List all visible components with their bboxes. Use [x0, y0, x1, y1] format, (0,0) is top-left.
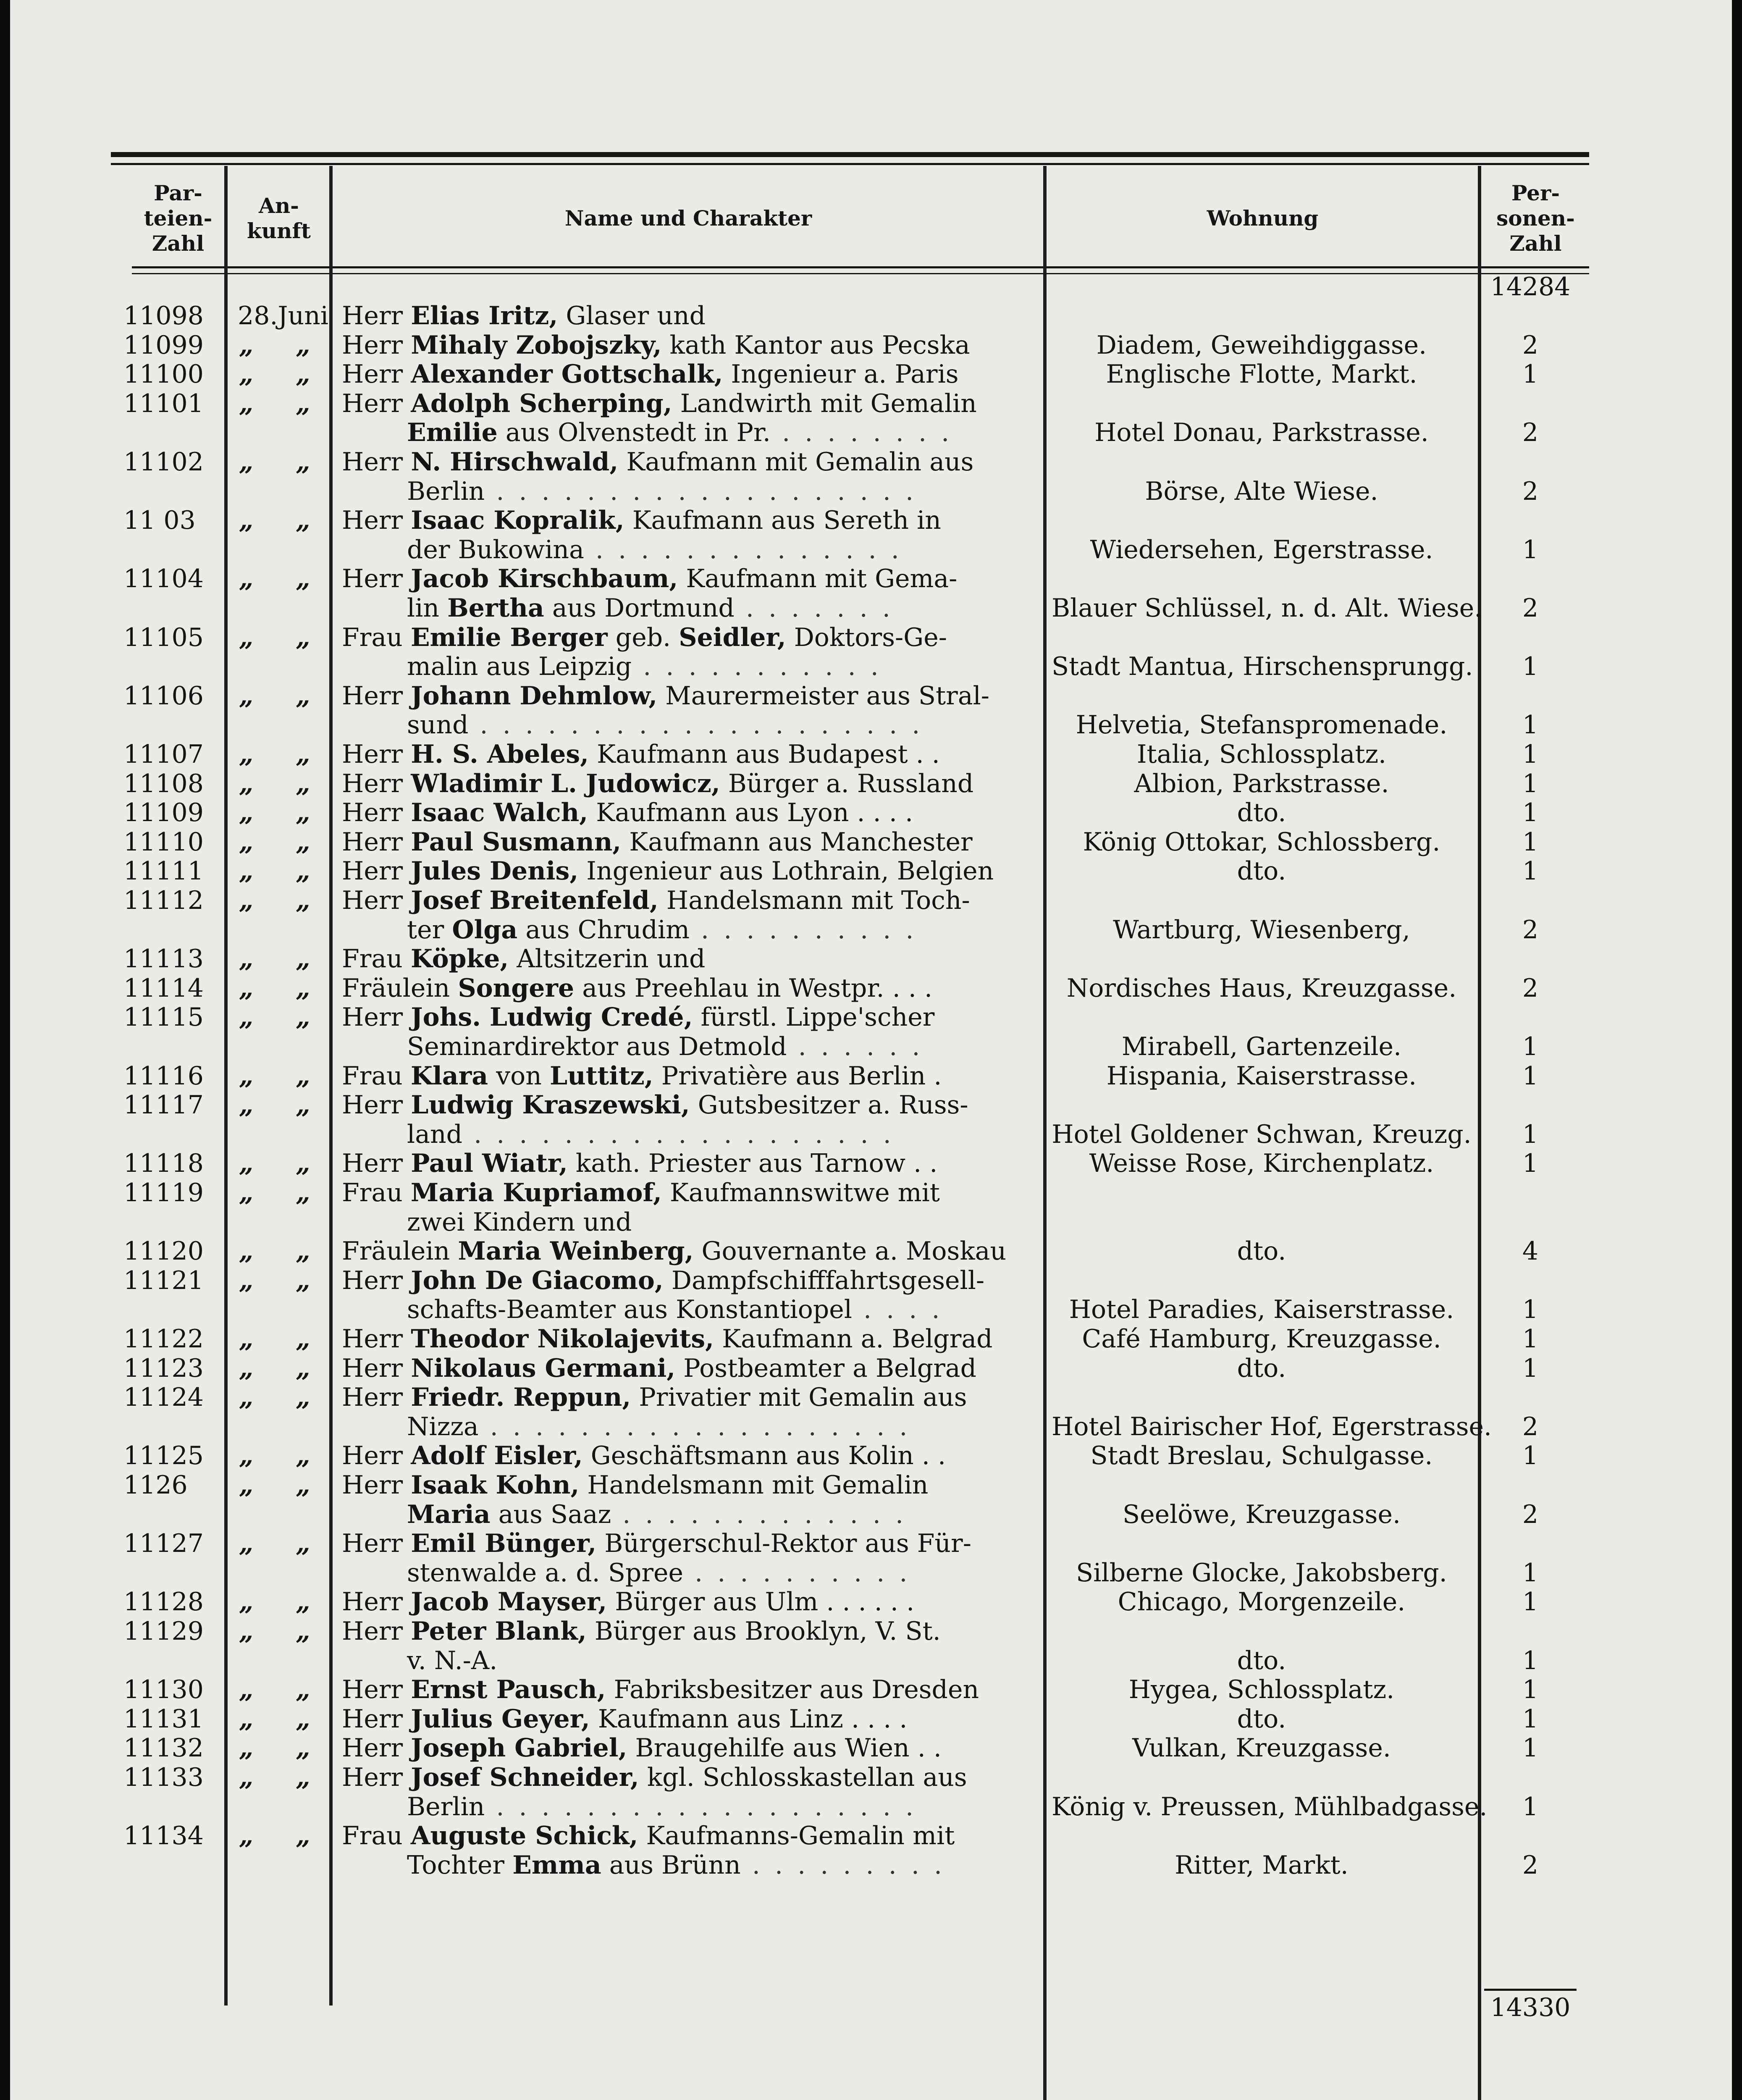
- guest-name-character: Herr Adolf Eisler, Geschäftsmann aus Kolin . .: [342, 1441, 946, 1470]
- party-number: 11115: [123, 1003, 204, 1032]
- lodging: dto.: [1237, 1704, 1286, 1734]
- guest-name-character: Tochter Emma aus Brünn . . . . . . . . .: [407, 1851, 946, 1880]
- guest-name-character: Herr Peter Blank, Bürger aus Brooklyn, V. St.: [342, 1617, 941, 1646]
- lodging: Nordisches Haus, Kreuzgasse.: [1066, 974, 1457, 1003]
- register-row: [10, 389, 1732, 418]
- register-row: [10, 360, 1732, 389]
- party-number: 11131: [123, 1704, 204, 1734]
- party-number: 11112: [123, 886, 204, 915]
- person-count: 1: [1522, 652, 1539, 681]
- person-count: 2: [1522, 418, 1539, 447]
- guest-name-character: Frau Auguste Schick, Kaufmanns-Gemalin mit: [342, 1821, 955, 1851]
- arrival-date: „ „: [239, 506, 327, 535]
- lodging: König Ottokar, Schlossberg.: [1083, 827, 1440, 857]
- guest-name-character: Herr H. S. Abeles, Kaufmann aus Budapest . .: [342, 740, 940, 769]
- lodging: Diadem, Geweihdiggasse.: [1096, 331, 1427, 360]
- guest-name-character: Herr Joseph Gabriel, Braugehilfe aus Wien . .: [342, 1733, 942, 1763]
- register-row: [10, 886, 1732, 915]
- register-row: [10, 740, 1732, 769]
- party-number: 11114: [123, 974, 204, 1003]
- lodging: Seelöwe, Kreuzgasse.: [1122, 1500, 1401, 1529]
- register-line-continuation: [10, 711, 1732, 740]
- guest-name-character: Herr Ludwig Kraszewski, Gutsbesitzer a. Russ-: [342, 1090, 968, 1120]
- lodging: Silberne Glocke, Jakobsberg.: [1076, 1558, 1447, 1588]
- guest-name-character: Herr Isaac Walch, Kaufmann aus Lyon . . . .: [342, 798, 913, 827]
- lodging: dto.: [1237, 1236, 1286, 1266]
- guest-name-character: Herr Isaak Kohn, Handelsmann mit Gemalin: [342, 1470, 929, 1500]
- arrival-date: „ „: [239, 1441, 327, 1470]
- register-line-continuation: [10, 1851, 1732, 1880]
- party-number: 11129: [123, 1617, 204, 1646]
- register-line-continuation: [10, 1120, 1732, 1149]
- guest-name-character: Herr Jacob Mayser, Bürger aus Ulm . . . . . .: [342, 1587, 915, 1617]
- guest-name-character: Herr Mihaly Zobojszky, kath Kantor aus Pecska: [342, 331, 970, 360]
- person-count: 1: [1522, 740, 1539, 769]
- guest-name-character: v. N.-A.: [407, 1646, 498, 1675]
- guest-name-character: der Bukowina . . . . . . . . . . . . . .: [407, 535, 902, 564]
- register-row: [10, 302, 1732, 331]
- guest-name-character: Seminardirektor aus Detmold . . . . . .: [407, 1032, 923, 1061]
- lodging: Stadt Mantua, Hirschensprungg.: [1052, 652, 1473, 681]
- guest-name-character: Emilie aus Olvenstedt in Pr. . . . . . . . .: [407, 418, 953, 447]
- register-row: [10, 1179, 1732, 1208]
- guest-name-character: Herr Emil Bünger, Bürgerschul-Rektor aus Für-: [342, 1529, 971, 1558]
- register-row: [10, 1266, 1732, 1295]
- guest-name-character: Herr Johann Dehmlow, Maurermeister aus Stral-: [342, 681, 990, 711]
- party-number: 11124: [123, 1383, 204, 1412]
- lodging: Hotel Donau, Parkstrasse.: [1094, 418, 1429, 447]
- guest-name-character: Herr Nikolaus Germani, Postbeamter a Belgrad: [342, 1354, 977, 1383]
- lodging: dto.: [1237, 1354, 1286, 1383]
- person-count: 1: [1522, 1295, 1539, 1324]
- guest-name-character: Herr Paul Susmann, Kaufmann aus Manchester: [342, 827, 973, 857]
- person-count: 2: [1522, 1412, 1539, 1441]
- register-row: [10, 1383, 1732, 1412]
- lodging: Englische Flotte, Markt.: [1106, 360, 1417, 389]
- lodging: Helvetia, Stefanspromenade.: [1076, 710, 1448, 740]
- person-count: 1: [1522, 1032, 1539, 1061]
- header-name: Name und Charakter: [564, 206, 812, 231]
- arrival-date: „ „: [239, 360, 327, 389]
- arrival-date: „ „: [239, 1266, 327, 1295]
- lodging: Hygea, Schlossplatz.: [1128, 1675, 1395, 1704]
- party-number: 11109: [123, 798, 204, 827]
- register-row: [10, 1091, 1732, 1120]
- register-line-continuation: [10, 1646, 1732, 1675]
- arrival-date: „ „: [239, 1003, 327, 1032]
- person-count: 2: [1522, 1851, 1539, 1880]
- guest-name-character: malin aus Leipzig . . . . . . . . . . .: [407, 652, 882, 681]
- guest-name-character: Herr Julius Geyer, Kaufmann aus Linz . . . .: [342, 1704, 908, 1734]
- register-line-continuation: [10, 594, 1732, 623]
- guest-name-character: Herr Ernst Pausch, Fabriksbesitzer aus Dresden: [342, 1675, 979, 1704]
- lodging: Börse, Alte Wiese.: [1145, 477, 1378, 506]
- arrival-date: „ „: [239, 389, 327, 418]
- arrival-date: „ „: [239, 564, 327, 593]
- guest-name-character: Herr Jules Denis, Ingenieur aus Lothrain, Belgien: [342, 856, 994, 886]
- arrival-date: „ „: [239, 827, 327, 857]
- person-count: 2: [1522, 1500, 1539, 1529]
- register-row: [10, 1529, 1732, 1558]
- guest-name-character: sund . . . . . . . . . . . . . . . . . . . .: [407, 710, 923, 740]
- register-row: [10, 857, 1732, 886]
- arrival-date: „ „: [239, 1324, 327, 1354]
- arrival-date: „ „: [239, 1236, 327, 1266]
- register-line-continuation: [10, 1793, 1732, 1822]
- party-number: 11111: [123, 856, 204, 886]
- lodging: Albion, Parkstrasse.: [1134, 769, 1389, 798]
- arrival-date: „ „: [239, 856, 327, 886]
- guest-name-character: Herr John De Giacomo, Dampfschifffahrtsgesell-: [342, 1266, 985, 1295]
- lodging: Wiedersehen, Egerstrasse.: [1090, 535, 1433, 564]
- lodging: dto.: [1237, 798, 1286, 827]
- person-count: 2: [1522, 593, 1539, 623]
- register-row: [10, 1441, 1732, 1470]
- guest-name-character: Frau Emilie Berger geb. Seidler, Doktors-Ge-: [342, 623, 947, 652]
- arrival-date: „ „: [239, 331, 327, 360]
- party-number: 11122: [123, 1324, 204, 1354]
- party-number: 11134: [123, 1821, 204, 1851]
- register-row: [10, 828, 1732, 857]
- register-line-continuation: [10, 1500, 1732, 1529]
- register-row: [10, 1588, 1732, 1617]
- party-number: 11116: [123, 1061, 204, 1091]
- carry-forward-total: 14284: [1490, 272, 1571, 302]
- arrival-date: „ „: [239, 1090, 327, 1120]
- guest-name-character: Frau Klara von Luttitz, Privatière aus Berlin .: [342, 1061, 942, 1091]
- guest-name-character: Herr Friedr. Reppun, Privatier mit Gemalin aus: [342, 1383, 967, 1412]
- register-row: [10, 1237, 1732, 1266]
- guest-name-character: Nizza . . . . . . . . . . . . . . . . . . .: [407, 1412, 911, 1441]
- party-number: 11105: [123, 623, 204, 652]
- arrival-date: „ „: [239, 769, 327, 798]
- register-line-continuation: [10, 477, 1732, 506]
- person-count: 2: [1522, 331, 1539, 360]
- arrival-date: „ „: [239, 1354, 327, 1383]
- register-row: [10, 1003, 1732, 1032]
- party-number: 11132: [123, 1733, 204, 1763]
- party-number: 11130: [123, 1675, 204, 1704]
- person-count: 2: [1522, 974, 1539, 1003]
- person-count: 1: [1522, 1441, 1539, 1470]
- guest-name-character: zwei Kindern und: [407, 1208, 632, 1237]
- guest-name-character: stenwalde a. d. Spree . . . . . . . . . .: [407, 1558, 911, 1588]
- person-count: 1: [1522, 798, 1539, 827]
- lodging: Stadt Breslau, Schulgasse.: [1090, 1441, 1433, 1470]
- register-row: [10, 1675, 1732, 1704]
- person-count: 1: [1522, 1587, 1539, 1617]
- register-row: [10, 564, 1732, 593]
- guest-name-character: Fräulein Maria Weinberg, Gouvernante a. Moskau: [342, 1236, 1007, 1266]
- register-row: [10, 1734, 1732, 1763]
- register-row: [10, 331, 1732, 360]
- guest-name-character: Herr Jacob Kirschbaum, Kaufmann mit Gema-: [342, 564, 958, 593]
- party-number: 11106: [123, 681, 204, 711]
- guest-name-character: Herr Johs. Ludwig Credé, fürstl. Lippe'scher: [342, 1003, 935, 1032]
- person-count: 1: [1522, 710, 1539, 740]
- register-rows: [10, 0, 1732, 2100]
- guest-name-character: Herr Adolph Scherping, Landwirth mit Gemalin: [342, 389, 977, 418]
- guest-name-character: Fräulein Songere aus Preehlau in Westpr. . . .: [342, 974, 933, 1003]
- final-total: 14330: [1490, 1993, 1571, 2022]
- register-line-continuation: [10, 1559, 1732, 1588]
- lodging: Chicago, Morgenzeile.: [1118, 1587, 1406, 1617]
- register-row: [10, 506, 1732, 535]
- lodging: Hotel Paradies, Kaiserstrasse.: [1069, 1295, 1454, 1324]
- arrival-date: „ „: [239, 1821, 327, 1851]
- arrival-date: „ „: [239, 1149, 327, 1178]
- lodging: Café Hamburg, Kreuzgasse.: [1082, 1324, 1441, 1354]
- party-number: 11117: [123, 1090, 204, 1120]
- lodging: Mirabell, Gartenzeile.: [1121, 1032, 1402, 1061]
- lodging: Hotel Goldener Schwan, Kreuzg.: [1052, 1120, 1472, 1149]
- person-count: 1: [1522, 769, 1539, 798]
- register-row: [10, 1617, 1732, 1646]
- register-page: [10, 0, 1732, 2100]
- lodging: Wartburg, Wiesenberg,: [1113, 915, 1410, 945]
- register-row: [10, 1325, 1732, 1354]
- party-number: 11119: [123, 1178, 204, 1208]
- person-count: 1: [1522, 1675, 1539, 1704]
- arrival-date: „ „: [239, 798, 327, 827]
- lodging: Italia, Schlossplatz.: [1136, 740, 1387, 769]
- person-count: 1: [1522, 1733, 1539, 1763]
- register-line-continuation: [10, 916, 1732, 945]
- person-count: 1: [1522, 827, 1539, 857]
- party-number: 11123: [123, 1354, 204, 1383]
- arrival-date: „ „: [239, 1061, 327, 1091]
- header-personen: Per- sonen- Zahl: [1496, 181, 1575, 256]
- guest-name-character: schafts-Beamter aus Konstantiopel . . . .: [407, 1295, 943, 1324]
- register-row: [10, 798, 1732, 827]
- header-zahl: Par- teien- Zahl: [144, 181, 213, 256]
- person-count: 1: [1522, 1558, 1539, 1588]
- register-row: [10, 448, 1732, 477]
- arrival-date: „ „: [239, 1733, 327, 1763]
- party-number: 11 03: [123, 506, 196, 535]
- party-number: 11121: [123, 1266, 204, 1295]
- guest-name-character: Maria aus Saaz . . . . . . . . . . . . .: [407, 1500, 907, 1529]
- register-row: [10, 1705, 1732, 1734]
- arrival-date: „ „: [239, 974, 327, 1003]
- lodging: Weisse Rose, Kirchenplatz.: [1089, 1149, 1434, 1178]
- register-row: [10, 945, 1732, 974]
- party-number: 11110: [123, 827, 204, 857]
- party-number: 11104: [123, 564, 204, 593]
- register-row: [10, 1471, 1732, 1500]
- lodging: Vulkan, Kreuzgasse.: [1132, 1733, 1391, 1763]
- register-row: [10, 623, 1732, 652]
- register-row: [10, 1763, 1732, 1792]
- register-line-continuation: [10, 1032, 1732, 1061]
- guest-name-character: Herr Theodor Nikolajevits, Kaufmann a. Belgrad: [342, 1324, 993, 1354]
- person-count: 1: [1522, 1061, 1539, 1091]
- register-row: [10, 769, 1732, 798]
- arrival-date: „ „: [239, 1763, 327, 1792]
- arrival-date: „ „: [239, 944, 327, 974]
- person-count: 2: [1522, 915, 1539, 945]
- person-count: 1: [1522, 1324, 1539, 1354]
- person-count: 1: [1522, 856, 1539, 886]
- lodging: König v. Preussen, Mühlbadgasse.: [1052, 1792, 1488, 1822]
- person-count: 1: [1522, 1354, 1539, 1383]
- register-line-continuation: [10, 1412, 1732, 1441]
- person-count: 1: [1522, 1792, 1539, 1822]
- lodging: Hispania, Kaiserstrasse.: [1106, 1061, 1417, 1091]
- party-number: 11113: [123, 944, 204, 974]
- party-number: 11125: [123, 1441, 204, 1470]
- guest-name-character: Frau Maria Kupriamof, Kaufmannswitwe mit: [342, 1178, 940, 1208]
- arrival-date: „ „: [239, 1704, 327, 1734]
- lodging: Blauer Schlüssel, n. d. Alt. Wiese.: [1052, 593, 1482, 623]
- arrival-date: „ „: [239, 447, 327, 477]
- guest-name-character: Herr Paul Wiatr, kath. Priester aus Tarnow . .: [342, 1149, 938, 1178]
- person-count: 4: [1522, 1236, 1539, 1266]
- person-count: 1: [1522, 535, 1539, 564]
- lodging: Hotel Bairischer Hof, Egerstrasse.: [1052, 1412, 1492, 1441]
- arrival-date: „ „: [239, 681, 327, 711]
- guest-name-character: Herr Wladimir L. Judowicz, Bürger a. Russland: [342, 769, 974, 798]
- person-count: 1: [1522, 360, 1539, 389]
- guest-name-character: lin Bertha aus Dortmund . . . . . . .: [407, 593, 894, 623]
- arrival-date: „ „: [239, 1383, 327, 1412]
- register-line-continuation: [10, 536, 1732, 564]
- party-number: 11101: [123, 389, 204, 418]
- register-line-continuation: [10, 652, 1732, 681]
- register-row: [10, 682, 1732, 711]
- party-number: 1126: [123, 1470, 188, 1500]
- guest-name-character: Herr Josef Breitenfeld, Handelsmann mit Toch-: [342, 886, 970, 915]
- register-row: [10, 974, 1732, 1003]
- arrival-date: „ „: [239, 1675, 327, 1704]
- lodging: Ritter, Markt.: [1175, 1851, 1348, 1880]
- total-rule: [1484, 1989, 1577, 1991]
- register-row: [10, 1354, 1732, 1383]
- arrival-date: „ „: [239, 623, 327, 652]
- party-number: 11120: [123, 1236, 204, 1266]
- register-row: [10, 1822, 1732, 1851]
- guest-name-character: Herr Alexander Gottschalk, Ingenieur a. Paris: [342, 360, 959, 389]
- register-row: [10, 1062, 1732, 1091]
- arrival-date: „ „: [239, 1529, 327, 1558]
- arrival-date: „ „: [239, 1617, 327, 1646]
- guest-name-character: land . . . . . . . . . . . . . . . . . . .: [407, 1120, 895, 1149]
- arrival-date: „ „: [239, 1178, 327, 1208]
- arrival-date: 28.Juni: [238, 301, 328, 331]
- register-line-continuation: [10, 1208, 1732, 1237]
- guest-name-character: Berlin . . . . . . . . . . . . . . . . . . .: [407, 477, 917, 506]
- arrival-date: „ „: [239, 1470, 327, 1500]
- register-row: [10, 1149, 1732, 1178]
- guest-name-character: ter Olga aus Chrudim . . . . . . . . . .: [407, 915, 917, 945]
- header-wohnung: Wohnung: [1207, 206, 1319, 231]
- party-number: 11108: [123, 769, 204, 798]
- person-count: 1: [1522, 1646, 1539, 1675]
- arrival-date: „ „: [239, 886, 327, 915]
- guest-name-character: Berlin . . . . . . . . . . . . . . . . . . .: [407, 1792, 917, 1822]
- party-number: 11098: [123, 301, 204, 331]
- register-line-continuation: [10, 1295, 1732, 1324]
- register-line-continuation: [10, 418, 1732, 447]
- party-number: 11102: [123, 447, 204, 477]
- guest-name-character: Herr Elias Iritz, Glaser und: [342, 301, 706, 331]
- party-number: 11133: [123, 1763, 204, 1792]
- party-number: 11118: [123, 1149, 204, 1178]
- guest-name-character: Herr Josef Schneider, kgl. Schlosskastellan aus: [342, 1763, 967, 1792]
- header-ankunft: An- kunft: [247, 193, 311, 243]
- guest-name-character: Herr N. Hirschwald, Kaufmann mit Gemalin aus: [342, 447, 974, 477]
- person-count: 1: [1522, 1704, 1539, 1734]
- person-count: 2: [1522, 477, 1539, 506]
- guest-name-character: Frau Köpke, Altsitzerin und: [342, 944, 706, 974]
- person-count: 1: [1522, 1149, 1539, 1178]
- lodging: dto.: [1237, 856, 1286, 886]
- party-number: 11107: [123, 740, 204, 769]
- party-number: 11099: [123, 331, 204, 360]
- arrival-date: „ „: [239, 740, 327, 769]
- party-number: 11100: [123, 360, 204, 389]
- guest-name-character: Herr Isaac Kopralik, Kaufmann aus Sereth in: [342, 506, 941, 535]
- arrival-date: „ „: [239, 1587, 327, 1617]
- party-number: 11128: [123, 1587, 204, 1617]
- lodging: dto.: [1237, 1646, 1286, 1675]
- party-number: 11127: [123, 1529, 204, 1558]
- person-count: 1: [1522, 1120, 1539, 1149]
